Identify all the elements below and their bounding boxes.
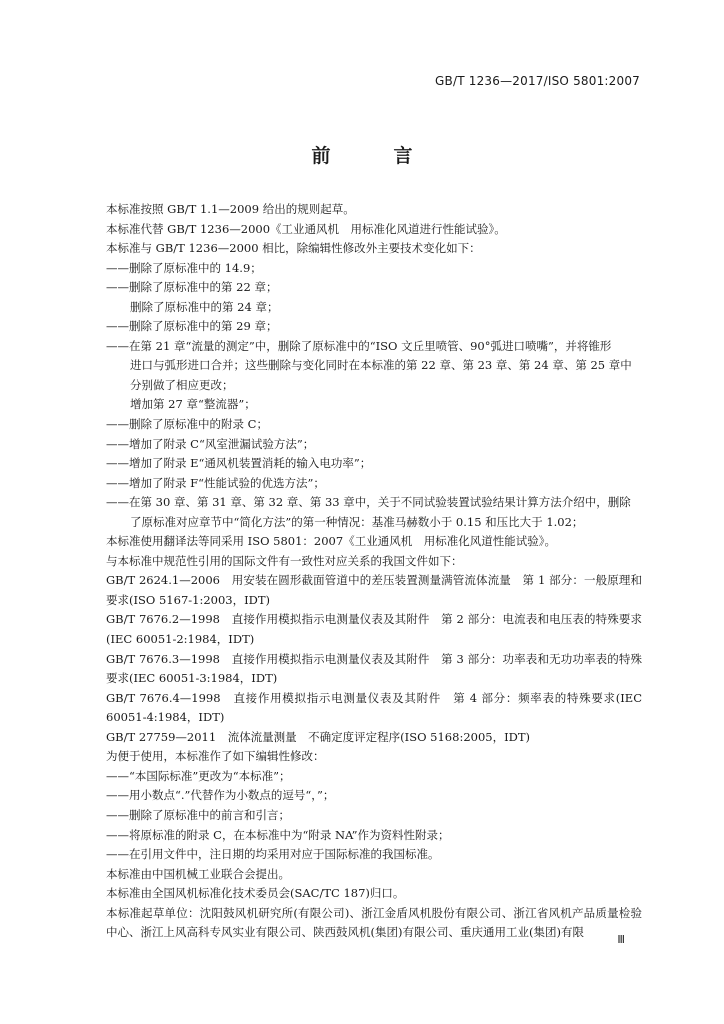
standard-code: GB/T 1236—2017/ISO 5801:2007 <box>435 74 640 88</box>
paragraph-under-jurisdiction: 本标准由全国风机标准化技术委员会(SAC/TC 187)归口。 <box>106 886 405 901</box>
reference-item: GB/T 2624.1—2006 用安装在圆形截面管道中的差压装置测量满管流体流量 第 1 部分：一般原理和要求(ISO 5167-1:2003，IDT) <box>106 573 642 607</box>
reference-item: GB/T 7676.3—1998 直接作用模拟指示电测量仪表及其附件 第 3 部分：功率表和无功功率表的特殊要求(IEC 60051-3:1984，IDT) <box>106 651 642 686</box>
change-item: ——删除了原标准中的附录 C； <box>106 417 268 432</box>
paragraph-adoption: 本标准使用翻译法等同采用 ISO 5801：2007《工业通风机 用标准化风道性能试验》。 <box>106 534 556 549</box>
change-item: ——在第 21 章“流量的测定”中，删除了原标准中的“ISO 文丘里喷管、90°弧进口喷嘴”，并将锥形 <box>106 338 612 353</box>
editorial-item: ——“本国际标准”更改为“本标准”； <box>106 768 291 783</box>
page-title: 前 言 <box>311 145 435 167</box>
change-item-continuation: 进口与弧形进口合并；这些删除与变化同时在本标准的第 22 章、第 23 章、第 24 章、第 25 章中 <box>130 358 632 373</box>
change-item: ——增加了附录 F“性能试验的优选方法”； <box>106 475 325 490</box>
paragraph-proposed-by: 本标准由中国机械工业联合会提出。 <box>106 866 290 881</box>
paragraph-drafting-rules: 本标准按照 GB/T 1.1—2009 给出的规则起草。 <box>106 202 355 216</box>
change-item: ——增加了附录 E“通风机装置消耗的输入电功率”； <box>106 456 372 471</box>
reference-item: GB/T 27759—2011 流体流量测量 不确定度评定程序(ISO 5168:2005，IDT) <box>106 729 531 744</box>
change-item: 增加第 27 章“整流器”； <box>130 397 256 412</box>
editorial-item: ——用小数点“.”代替作为小数点的逗号“，”； <box>106 788 335 803</box>
foreword-body <box>82 200 642 943</box>
change-item-continuation: 分别做了相应更改； <box>130 377 234 392</box>
change-item: ——在第 30 章、第 31 章、第 32 章、第 33 章中，关于不同试验装置试验结果计算方法介绍中，删除 <box>106 495 631 510</box>
page-number: Ⅲ <box>617 933 625 946</box>
editorial-item: ——在引用文件中，注日期的均采用对应于国际标准的我国标准。 <box>106 847 440 862</box>
paragraph-replaces: 本标准代替 GB/T 1236—2000《工业通风机 用标准化风道进行性能试验》。 <box>106 221 506 236</box>
reference-item: GB/T 7676.4—1998 直接作用模拟指示电测量仪表及其附件 第 4 部分：频率表的特殊要求(IEC 60051-4:1984，IDT) <box>106 690 642 725</box>
editorial-item: ——将原标准的附录 C，在本标准中为“附录 NA”作为资料性附录； <box>106 827 450 842</box>
reference-item: GB/T 7676.2—1998 直接作用模拟指示电测量仪表及其附件 第 2 部分：电流表和电压表的特殊要求(IEC 60051-2:1984，IDT) <box>106 612 642 647</box>
editorial-item: ——删除了原标准中的前言和引言； <box>106 807 290 822</box>
change-item: ——删除了原标准中的第 29 章； <box>106 319 278 334</box>
change-item: ——删除了原标准中的 14.9； <box>106 260 262 275</box>
paragraph-editorial-intro: 为便于使用，本标准作了如下编辑性修改： <box>106 749 325 764</box>
change-item-continuation: 了原标准对应章节中“简化方法”的第一种情况：基准马赫数小于 0.15 和压比大于 1.02； <box>130 514 584 529</box>
change-item: ——删除了原标准中的第 22 章； <box>106 280 278 295</box>
paragraph-drafting-units: 本标准起草单位：沈阳鼓风机研究所(有限公司)、浙江金盾风机股份有限公司、浙江省风机产品质量检验中心、浙江上风高科专风实业有限公司、陕西鼓风机(集团)有限公司、重庆通用工业(集团)有限 <box>106 905 642 940</box>
paragraph-changes-intro: 本标准与 GB/T 1236—2000 相比，除编辑性修改外主要技术变化如下： <box>106 241 481 256</box>
change-item: ——增加了附录 C“风室泄漏试验方法”； <box>106 436 315 451</box>
paragraph-references-intro: 与本标准中规范性引用的国际文件有一致性对应关系的我国文件如下： <box>106 553 463 568</box>
change-item: 删除了原标准中的第 24 章； <box>130 299 279 314</box>
